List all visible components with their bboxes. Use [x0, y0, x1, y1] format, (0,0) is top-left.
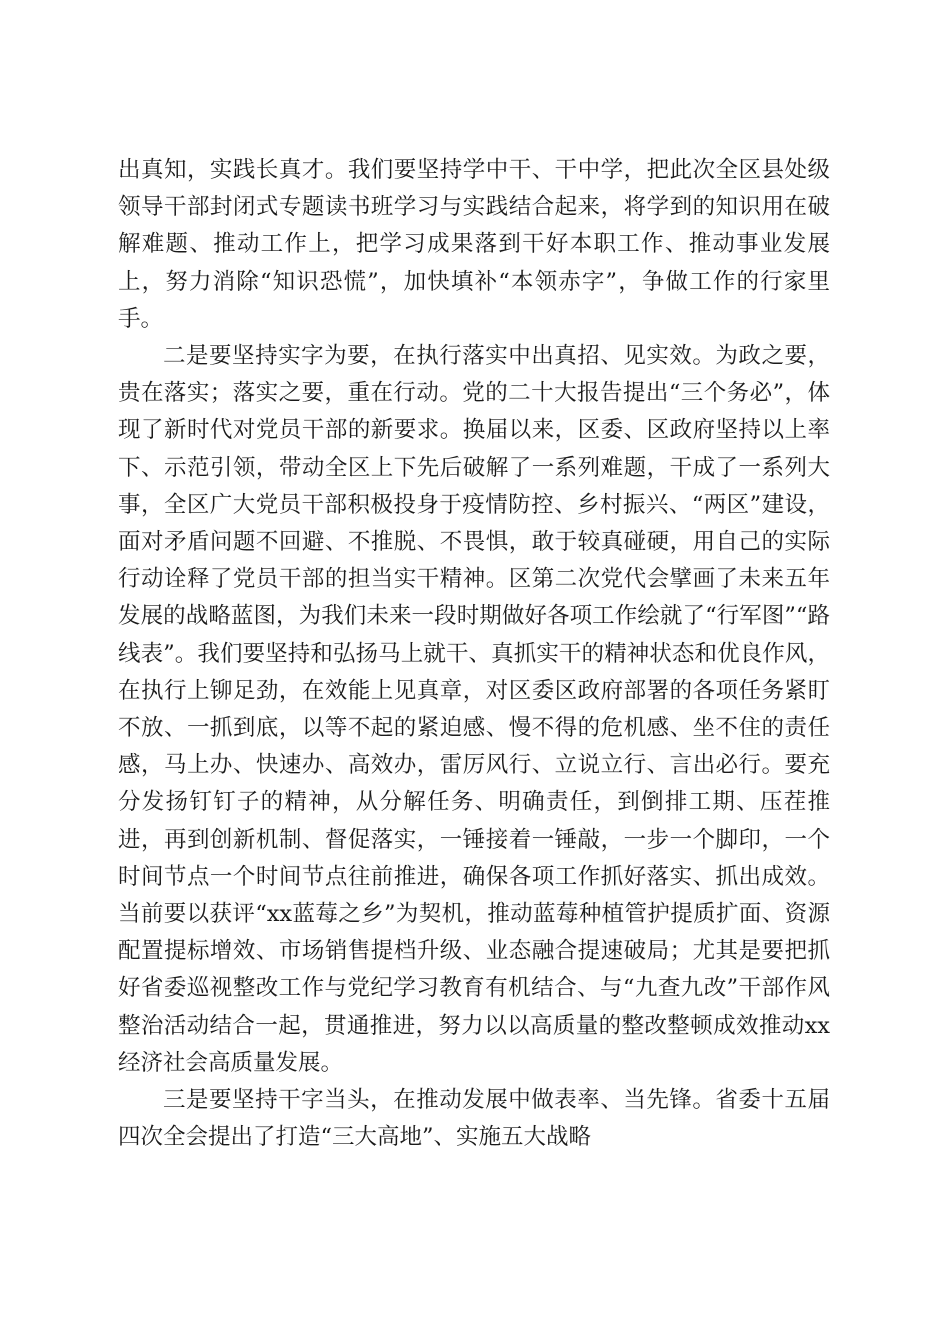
paragraph-point-two: 二是要坚持实字为要，在执行落实中出真招、见实效。为政之要，贵在落实；落实之要，重在行动。党的二十大报告提出“三个务必”，体现了新时代对党员干部的新要求。换届以来，区委、区政府坚持以上率下、示范引领，带动全区上下先后破解了一系列难题，干成了一系列大事，全区广大党员干部积极投身于疫情防控、乡村振兴、“两区”建设，面对矛盾问题不回避、不推脱、不畏惧，敢于较真碰硬，用自己的实际行动诠释了党员干部的担当实干精神。区第二次党代会擘画了未来五年发展的战略蓝图，为我们未来一段时期做好各项工作绘就了“行军图”“路线表”。我们要坚持和弘扬马上就干、真抓实干的精神状态和优良作风，在执行上铆足劲，在效能上见真章，对区委区政府部署的各项任务紧盯不放、一抓到底，以等不起的紧迫感、慢不得的危机感、坐不住的责任感，马上办、快速办、高效办，雷厉风行、立说立行、言出必行。要充分发扬钉钉子的精神，从分解任务、明确责任，到倒排工期、压茬推进，再到创新机制、督促落实，一锤接着一锤敲，一步一个脚印，一个时间节点一个时间节点往前推进，确保各项工作抓好落实、抓出成效。当前要以获评“xx蓝莓之乡”为契机，推动蓝莓种植管护提质扩面、资源配置提标增效、市场销售提档升级、业态融合提速破局；尤其是要把抓好省委巡视整改工作与党纪学习教育有机结合、与“九查九改”干部作风整治活动结合一起，贯通推进，努力以以高质量的整改整顿成效推动xx经济社会高质量发展。	[118, 343, 830, 1076]
paragraph-continuation: 出真知，实践长真才。我们要坚持学中干、干中学，把此次全区县处级领导干部封闭式专题读书班学习与实践结合起来，将学到的知识用在破解难题、推动工作上，把学习成果落到干好本职工作、推动事业发展上，努力消除“知识恐慌”，加快填补“本领赤字”，争做工作的行家里手。	[118, 157, 830, 332]
paragraph-point-three: 三是要坚持干字当头，在推动发展中做表率、当先锋。省委十五届四次全会提出了打造“三大高地”、实施五大战略	[118, 1087, 830, 1151]
document-body	[118, 152, 830, 1156]
